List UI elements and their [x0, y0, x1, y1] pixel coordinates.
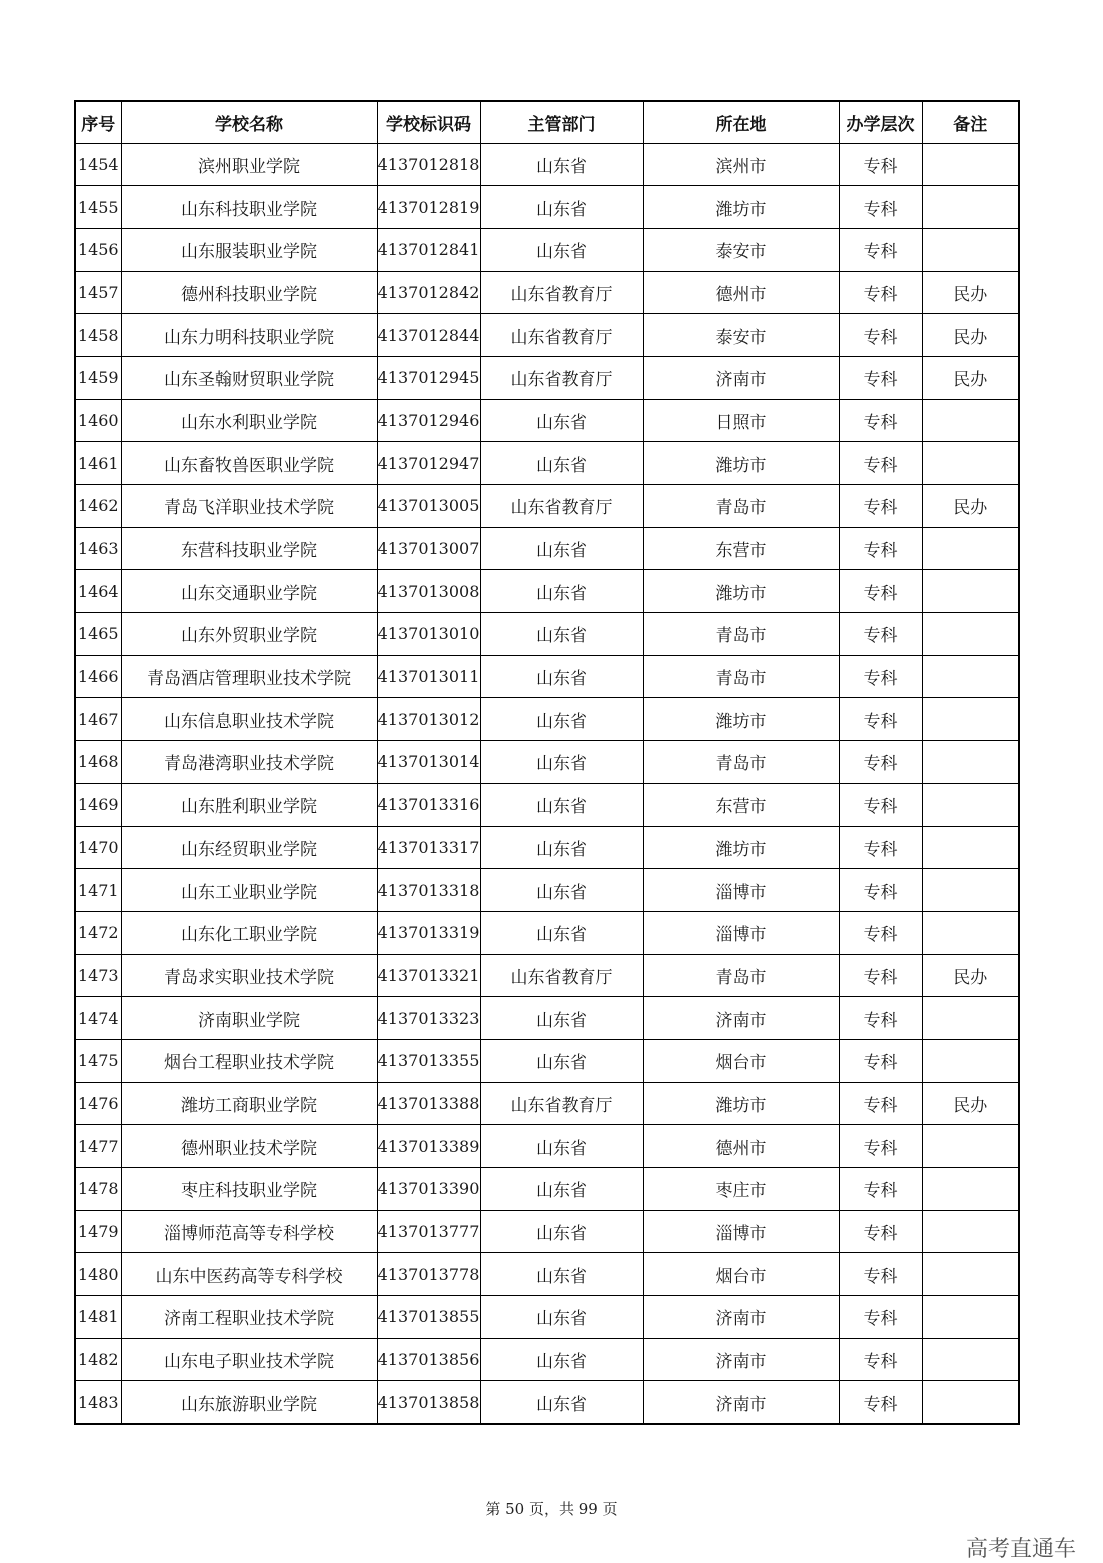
cell-department: 山东省 [480, 741, 643, 784]
cell-location: 潍坊市 [643, 570, 839, 613]
cell-school-name: 青岛港湾职业技术学院 [121, 741, 377, 784]
cell-seq: 1465 [75, 613, 121, 656]
cell-level: 专科 [839, 1039, 922, 1082]
table-row [75, 442, 1019, 485]
cell-level: 专科 [839, 1296, 922, 1339]
cell-level: 专科 [839, 655, 922, 698]
table-header-row [75, 101, 1019, 143]
cell-location: 烟台市 [643, 1039, 839, 1082]
cell-department: 山东省 [480, 1168, 643, 1211]
cell-location: 潍坊市 [643, 826, 839, 869]
cell-school-code: 4137013318 [377, 869, 480, 912]
cell-remark [922, 1125, 1019, 1168]
cell-school-name: 山东旅游职业学院 [121, 1381, 377, 1424]
cell-remark [922, 143, 1019, 186]
table-row [75, 698, 1019, 741]
cell-seq: 1483 [75, 1381, 121, 1424]
cell-school-name: 青岛飞洋职业技术学院 [121, 485, 377, 528]
table-row [75, 570, 1019, 613]
cell-department: 山东省教育厅 [480, 314, 643, 357]
cell-location: 东营市 [643, 527, 839, 570]
table-row [75, 1039, 1019, 1082]
cell-remark [922, 911, 1019, 954]
cell-seq: 1460 [75, 399, 121, 442]
cell-remark [922, 698, 1019, 741]
header-location: 所在地 [643, 101, 839, 143]
cell-school-code: 4137013855 [377, 1296, 480, 1339]
cell-seq: 1458 [75, 314, 121, 357]
table-row [75, 143, 1019, 186]
table-row [75, 228, 1019, 271]
table-row [75, 826, 1019, 869]
header-school-name: 学校名称 [121, 101, 377, 143]
cell-school-name: 东营科技职业学院 [121, 527, 377, 570]
cell-level: 专科 [839, 613, 922, 656]
cell-school-code: 4137013323 [377, 997, 480, 1040]
cell-seq: 1468 [75, 741, 121, 784]
cell-school-name: 烟台工程职业技术学院 [121, 1039, 377, 1082]
cell-seq: 1480 [75, 1253, 121, 1296]
cell-department: 山东省 [480, 1039, 643, 1082]
cell-seq: 1482 [75, 1338, 121, 1381]
cell-level: 专科 [839, 783, 922, 826]
table-row [75, 655, 1019, 698]
table-row [75, 613, 1019, 656]
cell-level: 专科 [839, 442, 922, 485]
cell-seq: 1454 [75, 143, 121, 186]
cell-school-code: 4137012818 [377, 143, 480, 186]
cell-department: 山东省 [480, 1296, 643, 1339]
cell-school-code: 4137012844 [377, 314, 480, 357]
cell-department: 山东省教育厅 [480, 1082, 643, 1125]
cell-seq: 1471 [75, 869, 121, 912]
cell-level: 专科 [839, 1210, 922, 1253]
cell-department: 山东省 [480, 911, 643, 954]
cell-school-code: 4137013388 [377, 1082, 480, 1125]
table-row [75, 1125, 1019, 1168]
cell-location: 潍坊市 [643, 1082, 839, 1125]
cell-seq: 1476 [75, 1082, 121, 1125]
cell-location: 济南市 [643, 1338, 839, 1381]
cell-school-name: 山东科技职业学院 [121, 186, 377, 229]
cell-department: 山东省 [480, 143, 643, 186]
cell-school-code: 4137013389 [377, 1125, 480, 1168]
table-row [75, 356, 1019, 399]
cell-department: 山东省 [480, 869, 643, 912]
cell-department: 山东省 [480, 1338, 643, 1381]
table-row [75, 1210, 1019, 1253]
cell-department: 山东省 [480, 186, 643, 229]
cell-seq: 1459 [75, 356, 121, 399]
cell-location: 滨州市 [643, 143, 839, 186]
header-remark: 备注 [922, 101, 1019, 143]
watermark-text: 高考直通车 [965, 1537, 1076, 1562]
cell-department: 山东省教育厅 [480, 485, 643, 528]
table-row [75, 485, 1019, 528]
cell-school-code: 4137013777 [377, 1210, 480, 1253]
cell-school-name: 青岛求实职业技术学院 [121, 954, 377, 997]
cell-seq: 1475 [75, 1039, 121, 1082]
cell-seq: 1470 [75, 826, 121, 869]
cell-remark: 民办 [922, 954, 1019, 997]
cell-school-code: 4137013011 [377, 655, 480, 698]
cell-school-name: 枣庄科技职业学院 [121, 1168, 377, 1211]
cell-department: 山东省 [480, 1125, 643, 1168]
cell-level: 专科 [839, 143, 922, 186]
cell-school-code: 4137013858 [377, 1381, 480, 1424]
cell-level: 专科 [839, 356, 922, 399]
cell-department: 山东省 [480, 1210, 643, 1253]
cell-department: 山东省教育厅 [480, 954, 643, 997]
table-row [75, 1082, 1019, 1125]
cell-department: 山东省 [480, 698, 643, 741]
cell-seq: 1474 [75, 997, 121, 1040]
cell-school-code: 4137013007 [377, 527, 480, 570]
cell-school-code: 4137012841 [377, 228, 480, 271]
cell-remark [922, 570, 1019, 613]
cell-remark: 民办 [922, 485, 1019, 528]
cell-school-name: 山东水利职业学院 [121, 399, 377, 442]
cell-level: 专科 [839, 485, 922, 528]
cell-remark [922, 442, 1019, 485]
cell-school-code: 4137013319 [377, 911, 480, 954]
cell-school-name: 山东化工职业学院 [121, 911, 377, 954]
cell-remark: 民办 [922, 1082, 1019, 1125]
cell-seq: 1462 [75, 485, 121, 528]
cell-remark [922, 1296, 1019, 1339]
cell-school-code: 4137012946 [377, 399, 480, 442]
cell-school-code: 4137013316 [377, 783, 480, 826]
cell-school-code: 4137013014 [377, 741, 480, 784]
cell-school-code: 4137013778 [377, 1253, 480, 1296]
cell-school-code: 4137012842 [377, 271, 480, 314]
cell-remark [922, 186, 1019, 229]
cell-level: 专科 [839, 1381, 922, 1424]
header-department: 主管部门 [480, 101, 643, 143]
header-school-code: 学校标识码 [377, 101, 480, 143]
cell-remark [922, 1338, 1019, 1381]
cell-school-name: 山东工业职业学院 [121, 869, 377, 912]
table-row [75, 314, 1019, 357]
cell-school-code: 4137012819 [377, 186, 480, 229]
cell-seq: 1481 [75, 1296, 121, 1339]
cell-remark [922, 826, 1019, 869]
cell-location: 烟台市 [643, 1253, 839, 1296]
cell-level: 专科 [839, 741, 922, 784]
cell-level: 专科 [839, 911, 922, 954]
cell-department: 山东省 [480, 783, 643, 826]
cell-department: 山东省 [480, 1381, 643, 1424]
cell-seq: 1472 [75, 911, 121, 954]
cell-department: 山东省 [480, 570, 643, 613]
cell-location: 济南市 [643, 1296, 839, 1339]
table-row [75, 1338, 1019, 1381]
cell-remark [922, 655, 1019, 698]
cell-school-code: 4137012947 [377, 442, 480, 485]
cell-school-code: 4137013856 [377, 1338, 480, 1381]
cell-school-name: 德州职业技术学院 [121, 1125, 377, 1168]
cell-school-name: 青岛酒店管理职业技术学院 [121, 655, 377, 698]
cell-seq: 1466 [75, 655, 121, 698]
header-seq: 序号 [75, 101, 121, 143]
cell-school-name: 德州科技职业学院 [121, 271, 377, 314]
cell-school-name: 山东畜牧兽医职业学院 [121, 442, 377, 485]
page-number: 第 50 页，共 99 页 [485, 1500, 618, 1518]
cell-remark [922, 399, 1019, 442]
table-row [75, 954, 1019, 997]
cell-location: 淄博市 [643, 1210, 839, 1253]
cell-school-code: 4137013005 [377, 485, 480, 528]
cell-level: 专科 [839, 271, 922, 314]
cell-level: 专科 [839, 869, 922, 912]
cell-school-code: 4137013317 [377, 826, 480, 869]
cell-school-name: 山东圣翰财贸职业学院 [121, 356, 377, 399]
cell-level: 专科 [839, 954, 922, 997]
cell-location: 德州市 [643, 271, 839, 314]
cell-school-name: 山东经贸职业学院 [121, 826, 377, 869]
table-row [75, 997, 1019, 1040]
cell-school-name: 山东交通职业学院 [121, 570, 377, 613]
cell-school-name: 山东力明科技职业学院 [121, 314, 377, 357]
cell-location: 潍坊市 [643, 698, 839, 741]
cell-location: 青岛市 [643, 741, 839, 784]
cell-remark: 民办 [922, 356, 1019, 399]
table-body [75, 143, 1019, 1424]
cell-school-name: 山东信息职业技术学院 [121, 698, 377, 741]
cell-department: 山东省教育厅 [480, 271, 643, 314]
cell-location: 济南市 [643, 356, 839, 399]
cell-school-code: 4137013390 [377, 1168, 480, 1211]
cell-remark [922, 1381, 1019, 1424]
cell-school-code: 4137013010 [377, 613, 480, 656]
cell-location: 淄博市 [643, 911, 839, 954]
cell-level: 专科 [839, 1253, 922, 1296]
table-row [75, 1296, 1019, 1339]
cell-location: 潍坊市 [643, 186, 839, 229]
cell-level: 专科 [839, 570, 922, 613]
cell-school-name: 山东胜利职业学院 [121, 783, 377, 826]
cell-school-code: 4137013012 [377, 698, 480, 741]
cell-school-name: 滨州职业学院 [121, 143, 377, 186]
table-row [75, 1381, 1019, 1424]
cell-location: 青岛市 [643, 613, 839, 656]
table-row [75, 741, 1019, 784]
cell-seq: 1463 [75, 527, 121, 570]
cell-seq: 1456 [75, 228, 121, 271]
cell-school-name: 山东电子职业技术学院 [121, 1338, 377, 1381]
cell-seq: 1461 [75, 442, 121, 485]
cell-remark: 民办 [922, 314, 1019, 357]
table-row [75, 186, 1019, 229]
cell-level: 专科 [839, 186, 922, 229]
cell-remark [922, 1039, 1019, 1082]
cell-level: 专科 [839, 1168, 922, 1211]
header-level: 办学层次 [839, 101, 922, 143]
cell-level: 专科 [839, 1125, 922, 1168]
cell-department: 山东省 [480, 1253, 643, 1296]
cell-location: 泰安市 [643, 228, 839, 271]
cell-department: 山东省 [480, 399, 643, 442]
cell-remark [922, 228, 1019, 271]
cell-seq: 1467 [75, 698, 121, 741]
cell-department: 山东省 [480, 228, 643, 271]
cell-remark [922, 741, 1019, 784]
cell-school-name: 山东中医药高等专科学校 [121, 1253, 377, 1296]
cell-seq: 1479 [75, 1210, 121, 1253]
cell-remark [922, 997, 1019, 1040]
cell-location: 济南市 [643, 1381, 839, 1424]
cell-remark [922, 869, 1019, 912]
cell-school-code: 4137012945 [377, 356, 480, 399]
cell-remark [922, 1210, 1019, 1253]
cell-seq: 1478 [75, 1168, 121, 1211]
cell-remark [922, 1168, 1019, 1211]
cell-location: 潍坊市 [643, 442, 839, 485]
cell-remark [922, 613, 1019, 656]
table-row [75, 1168, 1019, 1211]
cell-level: 专科 [839, 826, 922, 869]
cell-school-name: 山东外贸职业学院 [121, 613, 377, 656]
cell-level: 专科 [839, 997, 922, 1040]
cell-level: 专科 [839, 698, 922, 741]
cell-location: 泰安市 [643, 314, 839, 357]
cell-school-name: 潍坊工商职业学院 [121, 1082, 377, 1125]
cell-school-code: 4137013008 [377, 570, 480, 613]
cell-location: 济南市 [643, 997, 839, 1040]
cell-department: 山东省 [480, 442, 643, 485]
cell-seq: 1457 [75, 271, 121, 314]
table-row [75, 1253, 1019, 1296]
cell-school-code: 4137013321 [377, 954, 480, 997]
cell-school-name: 山东服装职业学院 [121, 228, 377, 271]
cell-level: 专科 [839, 1338, 922, 1381]
cell-department: 山东省 [480, 527, 643, 570]
cell-department: 山东省 [480, 613, 643, 656]
cell-location: 淄博市 [643, 869, 839, 912]
cell-remark [922, 527, 1019, 570]
cell-location: 青岛市 [643, 954, 839, 997]
table-row [75, 399, 1019, 442]
cell-department: 山东省 [480, 997, 643, 1040]
cell-seq: 1469 [75, 783, 121, 826]
table-row [75, 783, 1019, 826]
cell-school-name: 淄博师范高等专科学校 [121, 1210, 377, 1253]
cell-remark: 民办 [922, 271, 1019, 314]
cell-level: 专科 [839, 228, 922, 271]
cell-location: 东营市 [643, 783, 839, 826]
cell-location: 枣庄市 [643, 1168, 839, 1211]
table-row [75, 527, 1019, 570]
cell-level: 专科 [839, 314, 922, 357]
cell-seq: 1455 [75, 186, 121, 229]
cell-level: 专科 [839, 399, 922, 442]
cell-school-name: 济南工程职业技术学院 [121, 1296, 377, 1339]
cell-location: 日照市 [643, 399, 839, 442]
cell-department: 山东省 [480, 655, 643, 698]
table-row [75, 911, 1019, 954]
table-row [75, 869, 1019, 912]
cell-location: 青岛市 [643, 485, 839, 528]
cell-department: 山东省教育厅 [480, 356, 643, 399]
cell-remark [922, 1253, 1019, 1296]
school-list-table [74, 100, 1020, 1425]
cell-department: 山东省 [480, 826, 643, 869]
cell-location: 德州市 [643, 1125, 839, 1168]
cell-remark [922, 783, 1019, 826]
cell-school-code: 4137013355 [377, 1039, 480, 1082]
cell-school-name: 济南职业学院 [121, 997, 377, 1040]
cell-seq: 1464 [75, 570, 121, 613]
cell-level: 专科 [839, 1082, 922, 1125]
cell-seq: 1473 [75, 954, 121, 997]
cell-seq: 1477 [75, 1125, 121, 1168]
table-row [75, 271, 1019, 314]
cell-level: 专科 [839, 527, 922, 570]
cell-location: 青岛市 [643, 655, 839, 698]
